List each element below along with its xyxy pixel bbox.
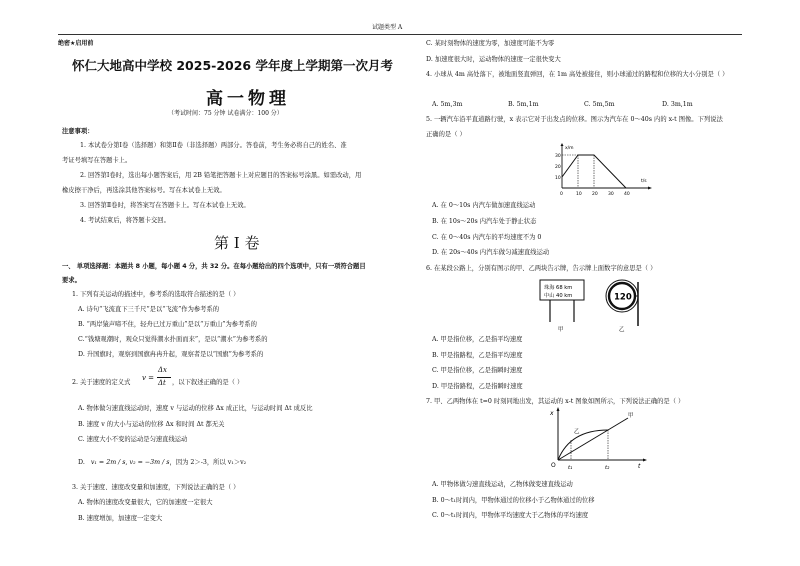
option-d: D. 3m,1m [662, 101, 693, 108]
option-c: C. 0～t₁时间内，甲物体平均速度大于乙物体的平均速度 [432, 512, 589, 519]
label-jia: 甲 [558, 327, 564, 333]
option-b: B. 0～t₁时间内，甲物体通过的位移小于乙物体通过的位移 [432, 497, 595, 504]
note-line: 3. 回答第Ⅱ卷时，将答案写在答题卡上。写在本试卷上无效。 [80, 202, 250, 209]
option-a: A. 甲物体做匀速直线运动，乙物体做变速直线运动 [432, 481, 573, 488]
option-math: v₁ = 2m / s, v₂ = −3m / s [90, 459, 170, 466]
y-tick: 10 [555, 176, 561, 181]
option-d: D. 升国旗时，观察到国旗冉冉升起，观察者是以“国旗”为参考系的 [78, 351, 264, 358]
option-a: A. 在 0～10s 内汽车做加速直线运动 [432, 202, 536, 209]
option-c: C. 某时刻物体的速度为零，加速度可能不为零 [426, 40, 555, 47]
x-tick: 20 [592, 192, 598, 197]
exam-title: 怀仁大地高中学校 2025-2026 学年度上学期第一次月考 [72, 58, 393, 73]
option-b: B. 速度 v 的大小与运动的位移 Δx 和时间 Δt 都无关 [78, 421, 225, 428]
section-title: 第 I 卷 [214, 234, 260, 252]
time-note: （考试时间：75 分钟 试卷满分：100 分） [168, 110, 283, 117]
option-text: ，因为 2＞-3，所以 v₁＞v₂ [169, 459, 247, 466]
x-tick: 30 [608, 192, 614, 197]
option-d: D. 在 20s～40s 内汽车做匀减速直线运动 [432, 249, 550, 256]
formula-v: v = [142, 374, 155, 382]
option-c: C. 5m,5m [584, 101, 615, 108]
option-b: B. 速度增加，加速度一定变大 [78, 515, 163, 522]
x-axis-label: t/s [641, 179, 647, 184]
y-tick: 20 [555, 165, 561, 170]
y-arrow [557, 407, 560, 411]
option-c: C. 速度大小不变的运动是匀速直线运动 [78, 436, 188, 443]
option-c: C.“钱塘观潮时，观众只觉得潮水扑面而来”，是以“潮水”为参考系的 [78, 336, 268, 343]
x-arrow [643, 459, 647, 462]
y-tick: 30 [555, 154, 561, 159]
option-c: C. 在 0～40s 内汽车的平均速度不为 0 [432, 234, 542, 241]
question-stem: 3. 关于速度、速度改变量和加速度，下列说法正确的是（ ） [72, 484, 240, 491]
x-arrow [648, 187, 652, 190]
distance-sign-line: 珠海 68 km [544, 285, 573, 291]
section-instruction: 要求。 [62, 277, 81, 284]
label-yi: 乙 [574, 429, 580, 435]
xt-graph-q7 [548, 406, 652, 474]
question-stem: 5. 一辆汽车沿平直道路行驶，x 表示它对于出发点的位移。图示为汽车在 0～40s 内的 x-t 图像。下列说法 [426, 116, 723, 123]
option-b: B. 甲是指路程，乙是指平均速度 [432, 352, 523, 359]
notes-heading: 注意事项： [62, 128, 94, 135]
question-stem: 2. 关于速度的定义式 [72, 379, 131, 386]
distance-sign-line: 中山 40 km [544, 293, 573, 299]
option-b: B. 在 10s～20s 内汽车处于静止状态 [432, 218, 537, 225]
option-d: D. 加速度很大时，运动物体的速度一定很快变大 [426, 56, 561, 63]
option-a: A. 甲是指位移，乙是指平均速度 [432, 336, 523, 343]
option-c: C. 甲是指位移，乙是指瞬时速度 [432, 367, 523, 374]
origin-label: O [551, 462, 556, 469]
question-stem-tail: ，以下叙述正确的是（ ） [172, 379, 244, 386]
road-signs [536, 276, 686, 334]
y-axis-label: x [550, 410, 554, 417]
question-stem: 4. 小球从 4m 高处落下，被地面竖直弹回，在 1m 高处被接住，则小球通过的路程和位移的大小分别是（ ） [426, 71, 729, 78]
question-stem: 7. 甲、乙两物体在 t=0 时刻同地出发，其运动的 x-t 图象如图所示，下列说法正确的是（ ） [426, 398, 685, 405]
x-tick: 0 [560, 192, 563, 197]
note-line: 4. 考试结束后，将答题卡交回。 [80, 217, 170, 224]
question-stem: 正确的是（ ） [426, 131, 466, 138]
speed-value: 120 [614, 292, 632, 303]
option-b: B. 5m,1m [508, 101, 539, 108]
line-jia [558, 418, 628, 460]
exam-type-label: 试题类型 A [372, 24, 403, 31]
label-yi: 乙 [619, 327, 625, 333]
question-stem: 6. 在某段公路上，分别有图示的甲、乙两块告示牌，告示牌上面数字的意思是（ ） [426, 265, 657, 272]
subject-title: 高一物理 [206, 89, 290, 109]
xt-graph-q5 [552, 143, 654, 199]
note-line: 2. 回答第Ⅰ卷时，选出每小题答案后，用 2B 铅笔把答题卡上对应题目的答案标号涂黑。如需改动，用 [80, 172, 362, 179]
secret-label: 绝密★启用前 [58, 40, 94, 47]
header-rule [58, 34, 742, 35]
formula-numerator: Δx [158, 366, 168, 374]
label-jia: 甲 [628, 413, 634, 419]
option-a: A. 诗句“飞流直下三千尺”是以“飞流”作为参考系的 [78, 306, 220, 313]
option-a: A. 5m,3m [432, 101, 463, 108]
x-axis-label: t [638, 463, 641, 470]
note-line: 橡皮擦干净后，再选涂其他答案标号。写在本试卷上无效。 [62, 187, 226, 194]
formula-denominator: Δt [158, 379, 166, 387]
note-line: 1. 本试卷分第Ⅰ卷（选择题）和第Ⅱ卷（非选择题）两部分。答卷前，考生务必将自己的姓名、准 [80, 142, 347, 149]
x-tick: 10 [576, 192, 582, 197]
t1-label: t₁ [568, 465, 573, 471]
option-d: D. 甲是指路程，乙是指瞬时速度 [432, 383, 523, 390]
fraction-bar [157, 377, 171, 378]
note-line: 考证号填写在答题卡上。 [62, 157, 132, 164]
y-arrow [561, 143, 564, 146]
option-a: A. 物体的速度改变量很大，它的加速度一定很大 [78, 499, 213, 506]
question-stem: 1. 下列有关运动的描述中，参考系的选取符合描述的是（ ） [72, 291, 240, 298]
option-label: D. [78, 459, 85, 466]
option-d [78, 459, 246, 467]
option-a: A. 物体做匀速直线运动时，速度 v 与运动的位移 Δx 成正比，与运动时间 Δt 成反比 [78, 405, 313, 412]
option-b: B. “两岸猿声啼不住，轻舟已过万重山”是以“万重山”为参考系的 [78, 321, 257, 328]
t2-label: t₂ [605, 465, 610, 471]
section-instruction: 一、 单项选择题：本题共 8 小题，每小题 4 分，共 32 分。在每小题给出的四个选项中，只有一项符合题目 [62, 263, 366, 270]
x-tick: 40 [624, 192, 630, 197]
y-axis-label: x/m [565, 146, 574, 151]
